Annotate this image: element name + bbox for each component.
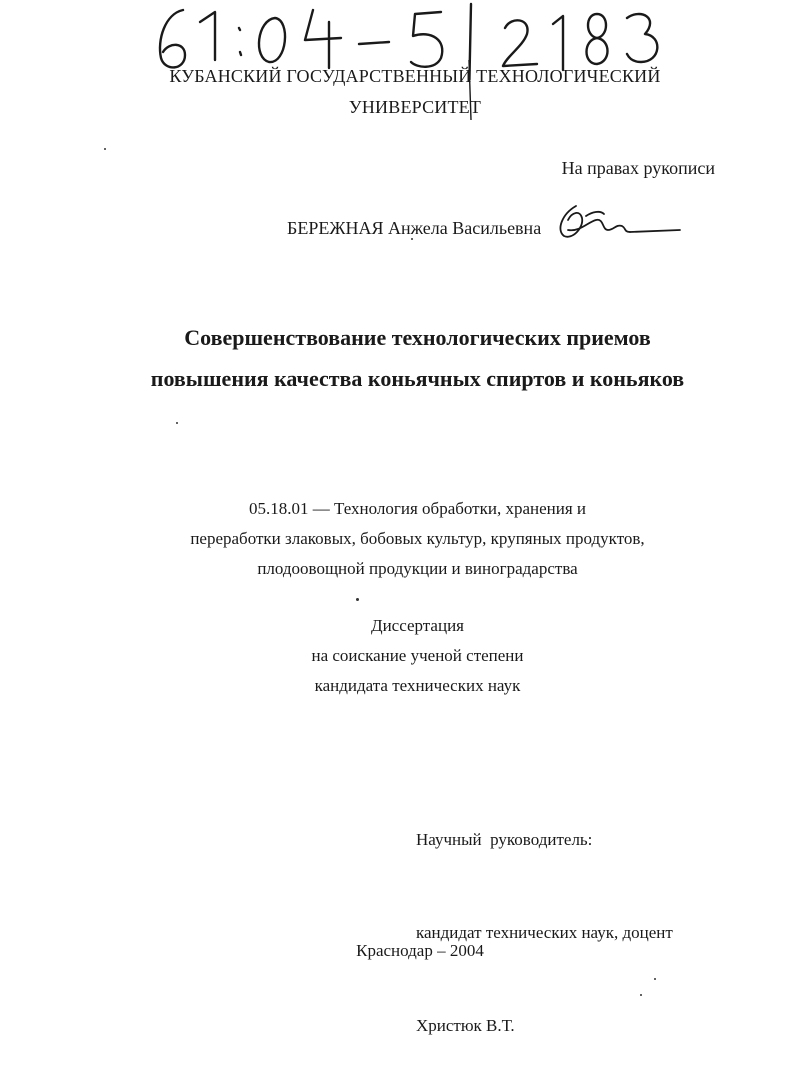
advisor-name: Христюк В.Т. bbox=[416, 1016, 515, 1035]
specialty-block bbox=[120, 494, 715, 584]
degree-line: на соискание ученой степени bbox=[311, 646, 524, 665]
dissertation-title: Совершенствование технологических приемов bbox=[184, 325, 651, 350]
degree-block bbox=[220, 611, 615, 701]
advisor-degree: кандидат технических наук, доцент bbox=[416, 923, 673, 942]
advisor-block bbox=[416, 762, 673, 1072]
scan-speck bbox=[104, 148, 106, 150]
degree-type: Диссертация bbox=[370, 616, 464, 635]
author-signature bbox=[552, 200, 682, 250]
author-name: БЕРЕЖНАЯ Анжела Васильевна bbox=[287, 218, 542, 238]
scan-speck bbox=[176, 422, 178, 424]
dissertation-title-line2: повышения качества коньячных спиртов и коньяков bbox=[150, 366, 685, 391]
city-year: Краснодар – 2004 bbox=[356, 941, 484, 960]
specialty-line: переработки злаковых, бобовых культур, крупяных продуктов, bbox=[190, 529, 645, 548]
scan-speck bbox=[654, 978, 656, 980]
advisor-heading: Научный руководитель: bbox=[416, 830, 593, 849]
degree-line: кандидата технических наук bbox=[314, 676, 521, 695]
specialty-line: 05.18.01 — Технология обработки, хранения и bbox=[248, 499, 586, 518]
university-name-line2: УНИВЕРСИТЕТ bbox=[348, 97, 482, 117]
scan-speck bbox=[640, 994, 642, 996]
specialty-line: плодоовощной продукции и виноградарства bbox=[257, 559, 578, 578]
university-name: КУБАНСКИЙ ГОСУДАРСТВЕННЫЙ ТЕХНОЛОГИЧЕСКИЙ bbox=[169, 66, 661, 86]
scan-speck bbox=[356, 598, 359, 601]
scan-speck bbox=[411, 238, 413, 240]
manuscript-rights-note: На правах рукописи bbox=[561, 158, 715, 178]
